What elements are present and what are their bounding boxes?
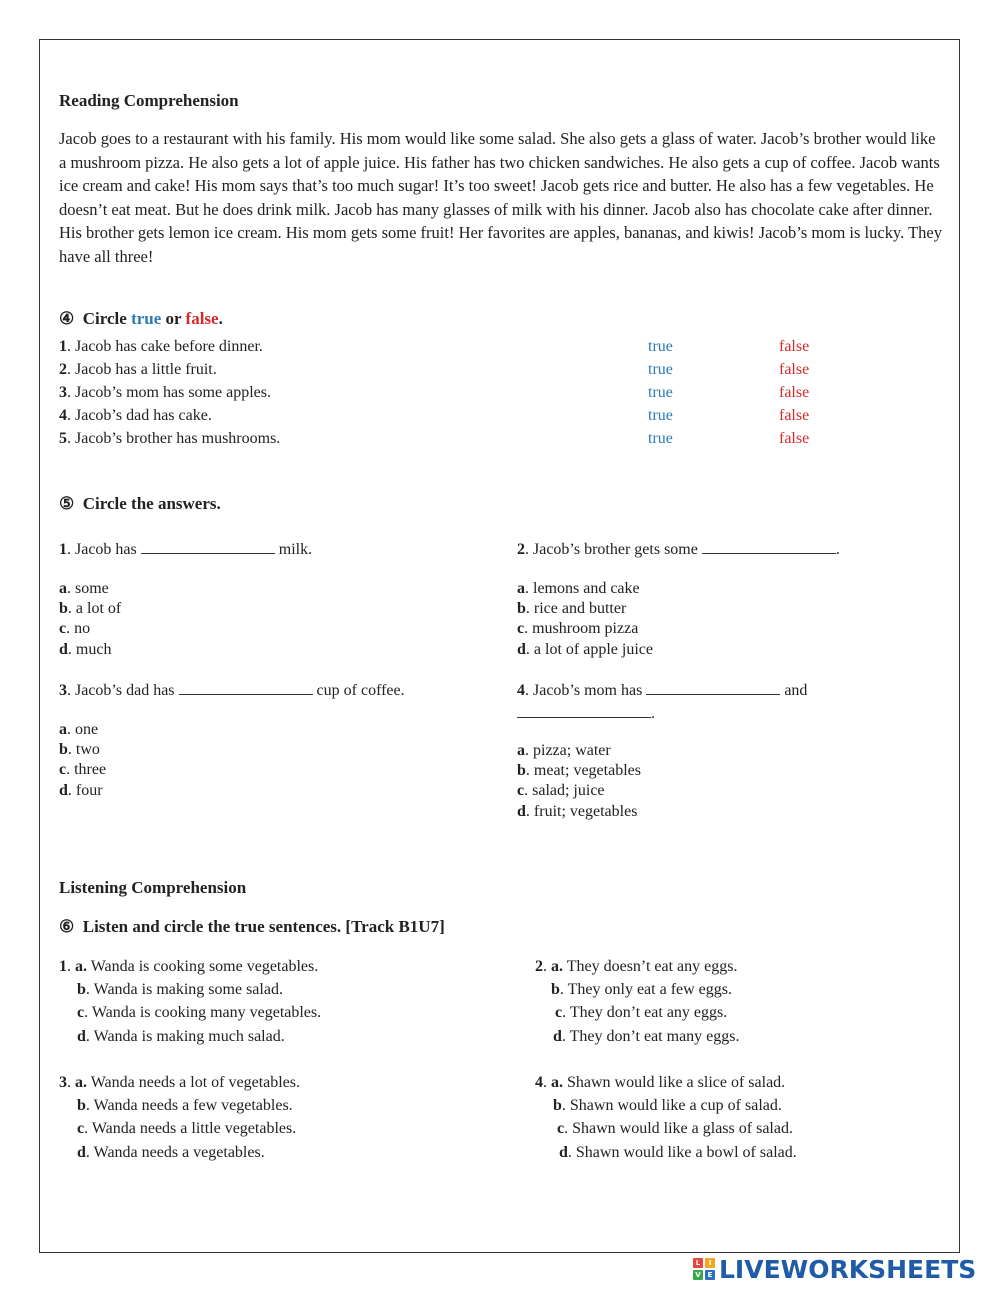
option-letter: d [59, 640, 68, 658]
sentence-option[interactable] [535, 1094, 797, 1117]
logo-block: I [705, 1258, 715, 1268]
option-letter: a [551, 958, 559, 975]
true-option[interactable]: true [648, 338, 673, 355]
sentence-option[interactable] [535, 1117, 797, 1140]
mc-options-3 [59, 720, 106, 801]
option-letter: b [59, 741, 68, 759]
option-text: . Wanda needs a few vegetables. [85, 1097, 293, 1115]
question-number: 2 [535, 958, 543, 975]
liveworksheets-logo [693, 1256, 976, 1282]
answer-blank[interactable] [141, 539, 275, 554]
answer-blank[interactable] [702, 539, 836, 554]
question-text-end: cup of coffee. [312, 682, 405, 699]
true-option[interactable]: true [648, 407, 673, 424]
sentence-option[interactable] [535, 1001, 740, 1024]
statement-text: . Jacob’s brother has mushrooms. [67, 430, 281, 447]
answer-option[interactable] [517, 741, 641, 761]
option-letter: c [517, 782, 525, 800]
logo-block: V [693, 1270, 703, 1280]
option-letter: c [517, 620, 525, 638]
answer-option[interactable] [59, 640, 121, 660]
true-option[interactable]: true [648, 430, 673, 447]
option-text: . much [67, 640, 112, 658]
answer-option[interactable] [59, 760, 106, 780]
option-letter: d [77, 1143, 86, 1161]
tf-row [59, 338, 263, 356]
sentence-option[interactable] [59, 1141, 300, 1164]
mc-options-2 [517, 579, 653, 660]
option-text: . a lot of apple juice [525, 640, 653, 658]
logo-blocks [693, 1258, 715, 1280]
option-letter: a [551, 1074, 559, 1091]
listen-question-3 [59, 1071, 300, 1164]
option-letter: d [517, 640, 526, 658]
option-text: . They don’t eat any eggs. [562, 1004, 728, 1022]
option-text: . no [66, 620, 91, 638]
option-text: . four [67, 781, 103, 799]
true-option[interactable]: true [648, 361, 673, 378]
option-letter: a [75, 1074, 83, 1091]
listen-question-2 [535, 955, 740, 1048]
option-text: . They only eat a few eggs. [559, 981, 732, 999]
option-letter: d [559, 1143, 568, 1161]
section4-period: . [218, 309, 223, 328]
section4-prefix: Circle [82, 309, 127, 328]
question-text-end: . [651, 705, 655, 722]
sentence-option[interactable] [59, 1001, 321, 1024]
option-letter: d [517, 802, 526, 820]
option-text: . three [66, 761, 107, 779]
option-text: . Wanda needs a vegetables. [85, 1143, 265, 1161]
answer-blank[interactable] [179, 680, 313, 695]
option-letter: c [59, 761, 67, 779]
logo-block: L [693, 1258, 703, 1268]
option-text: They doesn’t eat any eggs. [563, 958, 738, 975]
statement-number: 4 [59, 407, 67, 424]
answer-option[interactable] [517, 761, 641, 781]
answer-blank[interactable] [646, 680, 780, 695]
question-text: . Jacob’s dad has [67, 682, 179, 699]
mc-question-3 [59, 680, 405, 700]
mc-question-1 [59, 539, 312, 559]
option-text: . one [67, 721, 99, 738]
option-letter: d [77, 1027, 86, 1045]
option-letter: c [557, 1120, 565, 1138]
option-text: . fruit; vegetables [525, 802, 638, 820]
section5-marker: ⑤ [59, 494, 75, 513]
option-text: . rice and butter [525, 600, 627, 618]
option-letter: a [59, 721, 67, 738]
answer-option[interactable] [59, 720, 106, 740]
option-letter: a [59, 580, 67, 597]
tf-row [59, 407, 212, 425]
false-option[interactable]: false [779, 338, 810, 355]
section4-heading [59, 309, 223, 329]
question-number: 1 [59, 541, 67, 558]
option-letter: d [59, 781, 68, 799]
section5-title: Circle the answers. [82, 494, 221, 513]
tf-row [59, 384, 271, 402]
section5-heading [59, 494, 221, 514]
option-text: Shawn would like a slice of salad. [563, 1074, 786, 1091]
answer-blank[interactable] [517, 703, 651, 718]
sentence-option[interactable] [59, 955, 321, 978]
option-letter: c [555, 1004, 563, 1022]
option-letter: a [517, 742, 525, 759]
question-text-end: . [835, 541, 840, 558]
reading-title: Reading Comprehension [59, 91, 239, 110]
option-text: . Wanda is cooking many vegetables. [84, 1004, 322, 1022]
sentence-option[interactable] [59, 1025, 321, 1048]
option-text: . a lot of [67, 600, 122, 618]
section4-false-word: false [185, 309, 219, 328]
option-text: . They don’t eat many eggs. [561, 1027, 740, 1045]
section6-heading [59, 917, 445, 937]
question-number: 3 [59, 1074, 67, 1091]
option-text: . some [67, 580, 109, 597]
false-option[interactable]: false [779, 384, 810, 401]
option-text: . Shawn would like a bowl of salad. [567, 1143, 797, 1161]
option-text: . Wanda needs a little vegetables. [84, 1120, 297, 1138]
statement-number: 2 [59, 361, 67, 378]
option-letter: b [553, 1097, 562, 1115]
option-text: . Shawn would like a glass of salad. [564, 1120, 793, 1138]
option-text: . two [67, 741, 100, 759]
listen-question-4 [535, 1071, 797, 1164]
statement-text: . Jacob’s mom has some apples. [67, 384, 271, 401]
answer-option[interactable] [517, 619, 653, 639]
sentence-option[interactable] [59, 1117, 300, 1140]
option-text: . lemons and cake [525, 580, 640, 597]
sentence-option[interactable] [59, 978, 321, 1001]
logo-block: E [705, 1270, 715, 1280]
answer-option[interactable] [517, 640, 653, 660]
option-letter: b [517, 600, 526, 618]
reading-passage: Jacob goes to a restaurant with his family. His mom would like some salad. She also gets a glass of water. Jacob’s brother would like a mushroom pizza. He also gets a lot of apple juice. His father has two chicken sandwiches. He also gets a cup of coffee. Jacob wants ice cream and cake! His mom says that’s too much sugar! It’s too sweet! Jacob gets rice and butter. He also has a few vegetables. He doesn’t eat meat. But he does drink milk. Jacob has many glasses of milk with his dinner. Jacob also has chocolate cake after dinner. His brother gets lemon ice cream. His mom gets some fruit! Her favorites are apples, bananas, and kiwis! Jacob’s mom is lucky. They have all three! [59, 129, 942, 266]
number-separator: . [543, 958, 551, 975]
answer-option[interactable] [517, 781, 641, 801]
number-separator: . [67, 1074, 75, 1091]
option-text: . mushroom pizza [524, 620, 639, 638]
listening-title: Listening Comprehension [59, 878, 247, 897]
mc-question-4 [517, 680, 807, 700]
option-letter: b [77, 981, 86, 999]
listen-question-1 [59, 955, 321, 1048]
question-text: . Jacob’s mom has [525, 682, 647, 699]
statement-number: 3 [59, 384, 67, 401]
letter-dot: . [559, 958, 563, 975]
letter-dot: . [559, 1074, 563, 1091]
question-number: 3 [59, 682, 67, 699]
option-text: Wanda is cooking some vegetables. [87, 958, 319, 975]
number-separator: . [543, 1074, 551, 1091]
false-option[interactable]: false [779, 430, 810, 447]
sentence-option[interactable] [535, 1141, 797, 1164]
answer-option[interactable] [59, 619, 121, 639]
answer-option[interactable] [517, 599, 653, 619]
logo-text: LIVEWORKSHEETS [719, 1254, 977, 1284]
sentence-option[interactable] [59, 1071, 300, 1094]
statement-text: . Jacob has cake before dinner. [67, 338, 263, 355]
section4-true-word: true [131, 309, 162, 328]
sentence-option[interactable] [535, 978, 740, 1001]
option-text: . pizza; water [525, 742, 611, 759]
option-letter: a [517, 580, 525, 597]
answer-option[interactable] [59, 579, 121, 599]
mc-options-1 [59, 579, 121, 660]
section6-marker: ⑥ [59, 917, 75, 936]
false-option[interactable]: false [779, 361, 810, 378]
tf-row [59, 430, 280, 448]
sentence-option[interactable] [535, 1071, 797, 1094]
question-number: 1 [59, 958, 67, 975]
answer-option[interactable] [59, 599, 121, 619]
option-text: Wanda needs a lot of vegetables. [87, 1074, 301, 1091]
question-number: 4 [517, 682, 525, 699]
statement-text: . Jacob has a little fruit. [67, 361, 217, 378]
question-number: 2 [517, 541, 525, 558]
tf-row [59, 361, 217, 379]
option-letter: c [77, 1120, 85, 1138]
option-text: . salad; juice [524, 782, 605, 800]
option-letter: c [59, 620, 67, 638]
mc-question-4-line2 [517, 703, 655, 723]
option-letter: b [59, 600, 68, 618]
question-text: . Jacob has [67, 541, 141, 558]
question-text-end: milk. [274, 541, 313, 558]
option-letter: c [77, 1004, 85, 1022]
section4-or-word: or [165, 309, 182, 328]
option-text: . Shawn would like a cup of salad. [561, 1097, 782, 1115]
option-letter: b [517, 762, 526, 780]
true-option[interactable]: true [648, 384, 673, 401]
option-text: . Wanda is making much salad. [85, 1027, 285, 1045]
statement-number: 1 [59, 338, 67, 355]
question-text: . Jacob’s brother gets some [525, 541, 702, 558]
question-text-mid: and [780, 682, 808, 699]
section6-instruction: Listen and circle the true sentences. [Track B1U7] [82, 917, 445, 936]
sentence-option[interactable] [535, 1025, 740, 1048]
statement-number: 5 [59, 430, 67, 447]
answer-option[interactable] [59, 740, 106, 760]
letter-dot: . [83, 1074, 87, 1091]
letter-dot: . [83, 958, 87, 975]
mc-question-2 [517, 539, 840, 559]
answer-option[interactable] [517, 802, 641, 822]
option-letter: d [553, 1027, 562, 1045]
number-separator: . [67, 958, 75, 975]
question-number: 4 [535, 1074, 543, 1091]
option-text: . Wanda is making some salad. [85, 981, 283, 999]
statement-text: . Jacob’s dad has cake. [67, 407, 212, 424]
section4-marker: ④ [59, 309, 75, 328]
answer-option[interactable] [517, 579, 653, 599]
option-letter: a [75, 958, 83, 975]
option-letter: b [551, 981, 560, 999]
sentence-option[interactable] [59, 1094, 300, 1117]
false-option[interactable]: false [779, 407, 810, 424]
answer-option[interactable] [59, 781, 106, 801]
option-text: . meat; vegetables [525, 762, 641, 780]
mc-options-4 [517, 741, 641, 822]
option-letter: b [77, 1097, 86, 1115]
sentence-option[interactable] [535, 955, 740, 978]
